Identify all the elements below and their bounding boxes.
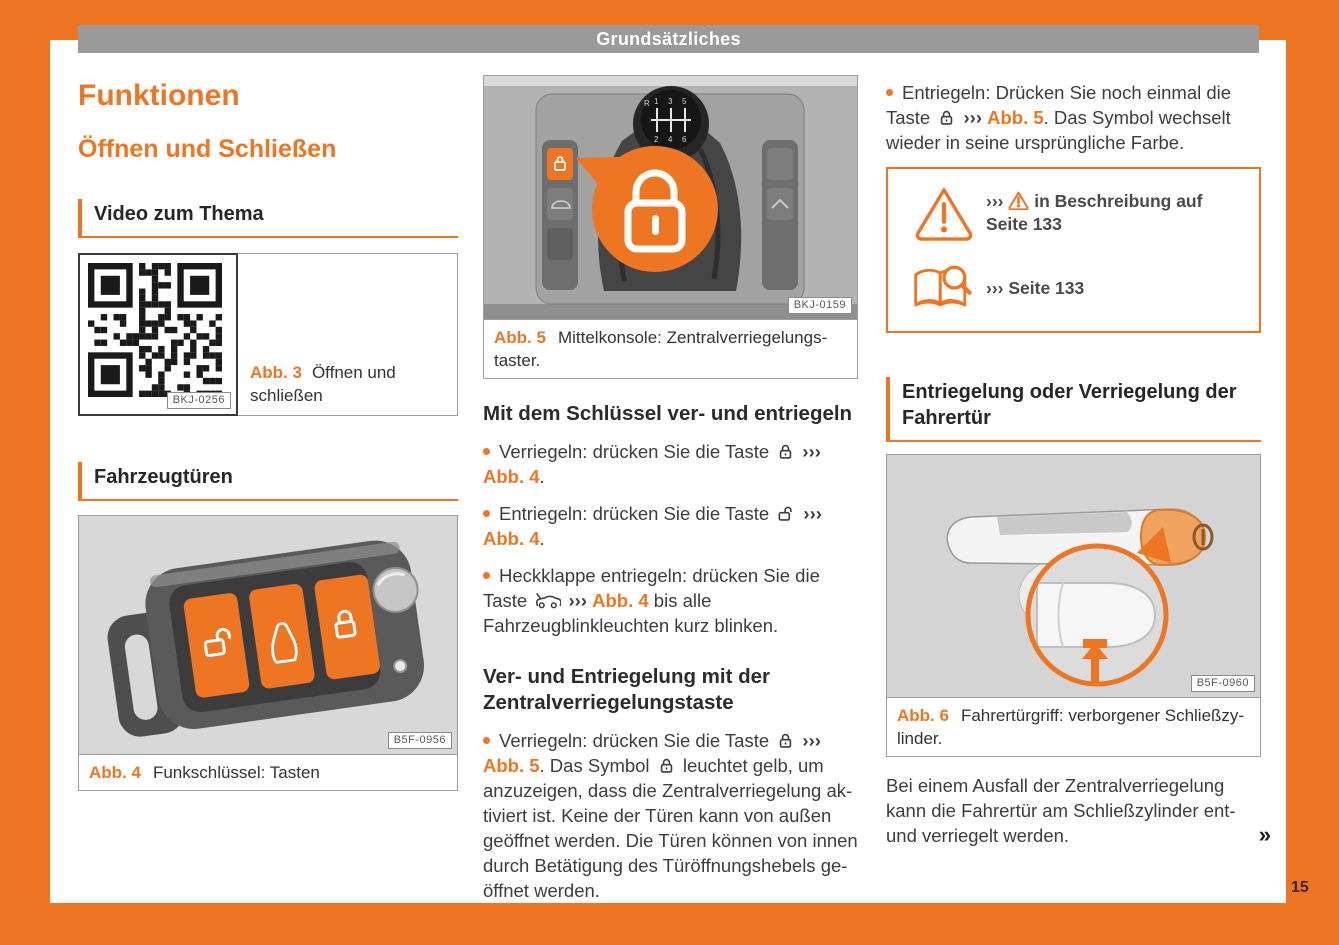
key-fob-icon <box>79 516 457 754</box>
figure-3-caption <box>237 253 458 416</box>
reference-arrows: ››› <box>802 441 821 462</box>
warning-text <box>986 190 1245 236</box>
page-title: Funktionen <box>78 79 240 112</box>
door-handle-icon <box>887 455 1260 697</box>
boot-release-icon <box>534 592 561 610</box>
figure-reference-link: Abb. 5 <box>987 107 1044 128</box>
warning-triangle-icon <box>902 185 986 241</box>
lock-closed-icon <box>657 756 676 775</box>
reference-arrows: ››› <box>802 730 821 751</box>
column-left <box>78 80 458 791</box>
figure-code: BKJ-0256 <box>167 392 231 409</box>
bullet-text: Verriegeln: drücken Sie die Taste <box>499 730 770 751</box>
lock-closed-icon <box>776 731 795 750</box>
page-number: 15 <box>1291 879 1309 896</box>
figure-code: B5F-0960 <box>1191 675 1255 692</box>
reference-arrows: ››› <box>963 107 982 128</box>
bullet-text: Verriegeln: drücken Sie die Taste <box>499 441 770 462</box>
bullet-unlock-key <box>483 501 858 551</box>
figure-3-label: Abb. 3 <box>250 363 302 382</box>
svg-text:4: 4 <box>668 135 673 144</box>
bullet-text: Entriegeln: drücken Sie die Taste <box>499 503 770 524</box>
center-console-icon <box>484 76 857 319</box>
bullet-icon <box>483 448 490 455</box>
figure-4-key <box>78 515 458 791</box>
figure-4-label: Abb. 4 <box>89 763 141 782</box>
svg-text:1: 1 <box>654 97 659 106</box>
figure-code: B5F-0956 <box>388 732 452 749</box>
bullet-text: . Das Symbol <box>539 755 650 776</box>
figure-3-qr <box>78 253 458 416</box>
figure-6-label: Abb. 6 <box>897 706 949 725</box>
lock-open-icon <box>776 504 796 523</box>
bullet-icon <box>483 510 490 517</box>
continuation-mark: » <box>1258 822 1271 847</box>
figure-5-caption <box>483 319 858 379</box>
bullet-text: Heckklappe entriegeln: drücken Sie die Taste <box>483 565 820 611</box>
svg-text:2: 2 <box>654 135 659 144</box>
bullet-icon <box>886 89 893 96</box>
bullet-text: bis alle Fahrzeugblinkleuchten kurz blinken. <box>483 590 779 636</box>
bullet-tailgate <box>483 563 858 638</box>
figure-5-text: Mittelkonsole: Zentralverriegelungstaster. <box>494 328 828 370</box>
bullet-unlock-again <box>886 80 1261 155</box>
warning-reference-box <box>886 167 1261 333</box>
bullet-icon <box>483 737 490 744</box>
center-console-illustration <box>483 75 858 320</box>
book-reference-icon <box>902 261 986 315</box>
svg-text:3: 3 <box>668 97 673 106</box>
figure-6-text: Fahrertürgriff: verborgener Schließzylinder. <box>897 706 1245 748</box>
figure-code: BKJ-0159 <box>788 297 852 314</box>
figure-4-text: Funkschlüssel: Tasten <box>152 763 320 782</box>
figure-4-caption <box>78 754 458 791</box>
warning-triangle-small-icon <box>1008 191 1029 210</box>
key-fob-illustration <box>78 515 458 755</box>
figure-5-console <box>483 75 858 379</box>
door-handle-illustration <box>886 454 1261 698</box>
svg-text:R: R <box>644 99 650 108</box>
figure-reference-link: Abb. 4 <box>483 466 540 487</box>
reference-row <box>902 261 1245 315</box>
heading-video-topic: Video zum Thema <box>78 199 458 238</box>
chapter-title: Grundsätzliches <box>596 28 741 49</box>
bullet-text: leuchtet gelb, um anzuzeigen, dass die Zentralverriegelung aktiviert ist. Keine der Türen kann von außen geöffnet werden. Die Türen können von innen durch Betätigung des Türöffnungshebels geöffnet werden. <box>483 755 858 901</box>
column-right <box>886 80 1271 848</box>
heading-lock-with-key: Mit dem Schlüssel ver- und entriegeln <box>483 402 853 425</box>
figure-reference-link: Abb. 5 <box>483 755 540 776</box>
chapter-header-bar <box>78 25 1259 53</box>
heading-driver-door: Entriegelung oder Verriegelung der Fahrertür <box>886 377 1261 442</box>
bullet-text: . <box>539 466 545 487</box>
figure-6-door-handle <box>886 454 1261 757</box>
closing-paragraph: Bei einem Ausfall der Zentralverriegelung kann die Fahrertür am Schließzylinder ent- und verriegelt werden. <box>886 775 1236 846</box>
bullet-lock-central <box>483 728 858 903</box>
lock-closed-icon <box>937 108 956 127</box>
bullet-text: . <box>539 528 545 549</box>
bullet-icon <box>483 572 490 579</box>
reference-text <box>986 277 1084 300</box>
warning-label: in Beschreibung auf Seite 133 <box>986 191 1203 234</box>
section-title-open-close: Öffnen und Schließen <box>78 135 337 163</box>
reference-arrows: ››› <box>986 191 1004 211</box>
heading-vehicle-doors: Fahrzeugtüren <box>78 462 458 501</box>
figure-reference-link: Abb. 4 <box>592 590 649 611</box>
svg-text:5: 5 <box>682 97 687 106</box>
heading-central-locking: Ver- und Entriegelung mit der Zentralverriegelungstaste <box>483 665 771 714</box>
figure-6-caption <box>886 697 1261 757</box>
reference-arrows: ››› <box>803 503 822 524</box>
reference-arrows: ››› <box>986 277 1004 298</box>
lock-closed-icon <box>776 442 795 461</box>
qr-code-image <box>78 253 238 416</box>
svg-text:6: 6 <box>682 135 687 144</box>
closing-paragraph-wrap <box>886 773 1271 848</box>
warning-row <box>902 185 1245 241</box>
figure-5-label: Abb. 5 <box>494 328 546 347</box>
figure-reference-link: Abb. 4 <box>483 528 540 549</box>
figure-3-text: Öffnen und schließen <box>250 363 396 405</box>
reference-arrows: ››› <box>568 590 587 611</box>
column-middle <box>483 75 858 903</box>
bullet-text: . Das Symbol wechselt wieder in seine ursprüngliche Farbe. <box>886 107 1231 153</box>
qr-code-icon <box>88 263 222 397</box>
reference-label: Seite 133 <box>1008 277 1085 298</box>
bullet-text: Entriegeln: Drücken Sie noch einmal die Taste <box>886 82 1232 128</box>
bullet-lock-key <box>483 439 858 489</box>
